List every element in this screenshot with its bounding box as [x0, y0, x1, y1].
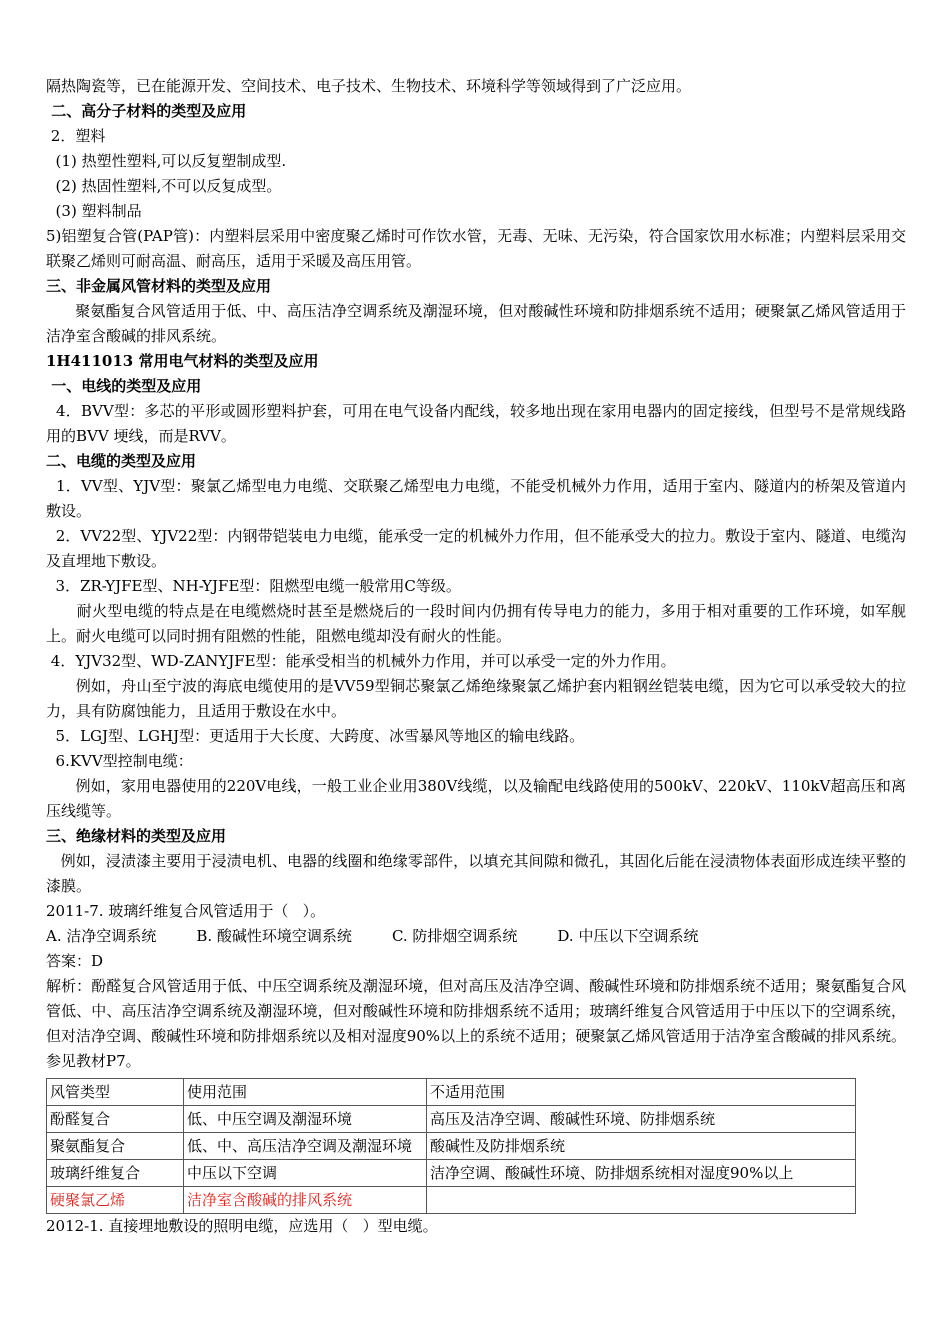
table-row [47, 1133, 856, 1160]
table-header-cell: 不适用范围 [427, 1079, 856, 1106]
table-cell: 洁净室含酸碱的排风系统 [184, 1187, 427, 1214]
cable-item-6: 6.KVV型控制电缆： [46, 752, 193, 770]
table-cell: 硬聚氯乙烯 [47, 1187, 184, 1214]
heading-polymer: 二、高分子材料的类型及应用 [46, 102, 247, 120]
table-header-cell: 风管类型 [47, 1079, 184, 1106]
question-2011-7: 2011-7. 玻璃纤维复合风管适用于（ ）。 [46, 902, 326, 920]
cable-item-1: 1．VV型、YJV型：聚氯乙烯型电力电缆、交联聚乙烯型电力电缆，不能受机械外力作用，适用于室内、隧道内的桥架及管道内敷设。 [46, 477, 906, 520]
table-row-highlighted [47, 1187, 856, 1214]
table-cell: 洁净空调、酸碱性环境、防排烟系统相对湿度90%以上 [427, 1160, 856, 1187]
option-b: B. 酸碱性环境空调系统 [196, 927, 352, 945]
heading-1h411013: 1H411013 常用电气材料的类型及应用 [46, 352, 319, 370]
plastic-sub-3: (3) 塑料制品 [46, 202, 142, 220]
plastic-sub-2: (2) 热固性塑料,不可以反复成型。 [46, 177, 282, 195]
heading-nonmetal: 三、非金属风管材料的类型及应用 [46, 277, 272, 295]
analysis-paragraph: 解析：酚醛复合风管适用于低、中压空调系统及潮湿环境，但对高压及洁净空调、酸碱性环境和防排烟系统不适用；聚氨酯复合风管低、中、高压洁净空调系统及潮湿环境，但对酸碱性环境和防排烟系统不适用；玻璃纤维复合风管适用于中压以下的空调系统，但对洁净空调、酸碱性环境和防排烟系统以及相对湿度90%以上的系统不适用；硬聚氯乙烯风管适用于洁净室含酸碱的排风系统。参见教材P7。 [46, 977, 906, 1070]
table-cell: 低、中、高压洁净空调及潮湿环境 [184, 1133, 427, 1160]
table-cell [427, 1187, 856, 1214]
table-cell: 酚醛复合 [47, 1106, 184, 1133]
option-c: C. 防排烟空调系统 [391, 927, 518, 945]
intro-line: 隔热陶瓷等，已在能源开发、空间技术、电子技术、生物技术、环境科学等领域得到了广泛应用。 [46, 77, 692, 95]
cable-item-6-detail: 例如，家用电器使用的220V电线，一般工业企业用380V线缆，以及输配电线路使用的500kV、220kV、110kV超高压和离压线缆等。 [46, 777, 907, 820]
cable-item-5: 5．LGJ型、LGHJ型：更适用于大长度、大跨度、冰雪暴风等地区的输电线路。 [46, 727, 585, 745]
table-row [47, 1106, 856, 1133]
table-header-row [47, 1079, 856, 1106]
table-cell: 玻璃纤维复合 [47, 1160, 184, 1187]
table-cell: 聚氨酯复合 [47, 1133, 184, 1160]
question-2012-1: 2012-1. 直接埋地敷设的照明电缆，应选用（ ）型电缆。 [46, 1217, 438, 1235]
answer-options [46, 924, 906, 949]
heading-cable: 二、电缆的类型及应用 [46, 452, 197, 470]
table-header-cell: 使用范围 [184, 1079, 427, 1106]
table-cell: 中压以下空调 [184, 1160, 427, 1187]
duct-comparison-table [46, 1078, 856, 1214]
option-d: D. 中压以下空调系统 [557, 927, 699, 945]
table-cell: 高压及洁净空调、酸碱性环境、防排烟系统 [427, 1106, 856, 1133]
answer-line: 答案：D [46, 952, 104, 970]
bvv-paragraph: 4．BVV型：多芯的平形或圆形塑料护套，可用在电气设备内配线，较多地出现在家用电器内的固定接线，但型号不是常规线路用的BVV 埂线，而是RVV。 [46, 402, 906, 445]
plastic-sub-1: (1) 热塑性塑料,可以反复塑制成型. [46, 152, 287, 170]
heading-wire: 一、电线的类型及应用 [46, 377, 202, 395]
cable-item-4: 4．YJV32型、WD-ZANYJFE型：能承受相当的机械外力作用，并可以承受一定的外力作用。 [46, 652, 676, 670]
table-cell: 酸碱性及防排烟系统 [427, 1133, 856, 1160]
heading-insulation: 三、绝缘材料的类型及应用 [46, 827, 227, 845]
table-cell: 低、中压空调及潮湿环境 [184, 1106, 427, 1133]
cable-item-3: 3．ZR-YJFE型、NH-YJFE型：阻燃型电缆一般常用C等级。 [46, 577, 461, 595]
insulation-paragraph: 例如，浸渍漆主要用于浸渍电机、电器的线圈和绝缘零部件，以填充其间隙和微孔，其固化后能在浸渍物体表面形成连续平整的漆膜。 [46, 852, 906, 895]
cable-item-2: 2．VV22型、YJV22型：内钢带铠装电力电缆，能承受一定的机械外力作用，但不能承受大的拉力。敷设于室内、隧道、电缆沟及直埋地下敷设。 [46, 527, 906, 570]
cable-item-4-detail: 例如，舟山至宁波的海底电缆使用的是VV59型铜芯聚氯乙烯绝缘聚氯乙烯护套内粗钢丝铠装电缆，因为它可以承受较大的拉力，具有防腐蚀能力，且适用于敷设在水中。 [46, 677, 907, 720]
table-row [47, 1160, 856, 1187]
pap-paragraph: 5)铝塑复合管(PAP管)：内塑料层采用中密度聚乙烯时可作饮水管，无毒、无味、无污染，符合国家饮用水标准；内塑料层采用交联聚乙烯则可耐高温、耐高压，适用于采暖及高压用管。 [46, 227, 906, 270]
option-a: A. 洁净空调系统 [46, 927, 157, 945]
document-page [46, 74, 906, 1239]
cable-item-3-detail: 耐火型电缆的特点是在电缆燃烧时甚至是燃烧后的一段时间内仍拥有传导电力的能力，多用于相对重要的工作环境，如军舰上。耐火电缆可以同时拥有阻燃的性能，阻燃电缆却没有耐火的性能。 [46, 602, 907, 645]
nonmetal-paragraph: 聚氨酯复合风管适用于低、中、高压洁净空调系统及潮湿环境，但对酸碱性环境和防排烟系统不适用；硬聚氯乙烯风管适用于洁净室含酸碱的排风系统。 [46, 302, 906, 345]
plastic-item: 2．塑料 [46, 127, 106, 145]
